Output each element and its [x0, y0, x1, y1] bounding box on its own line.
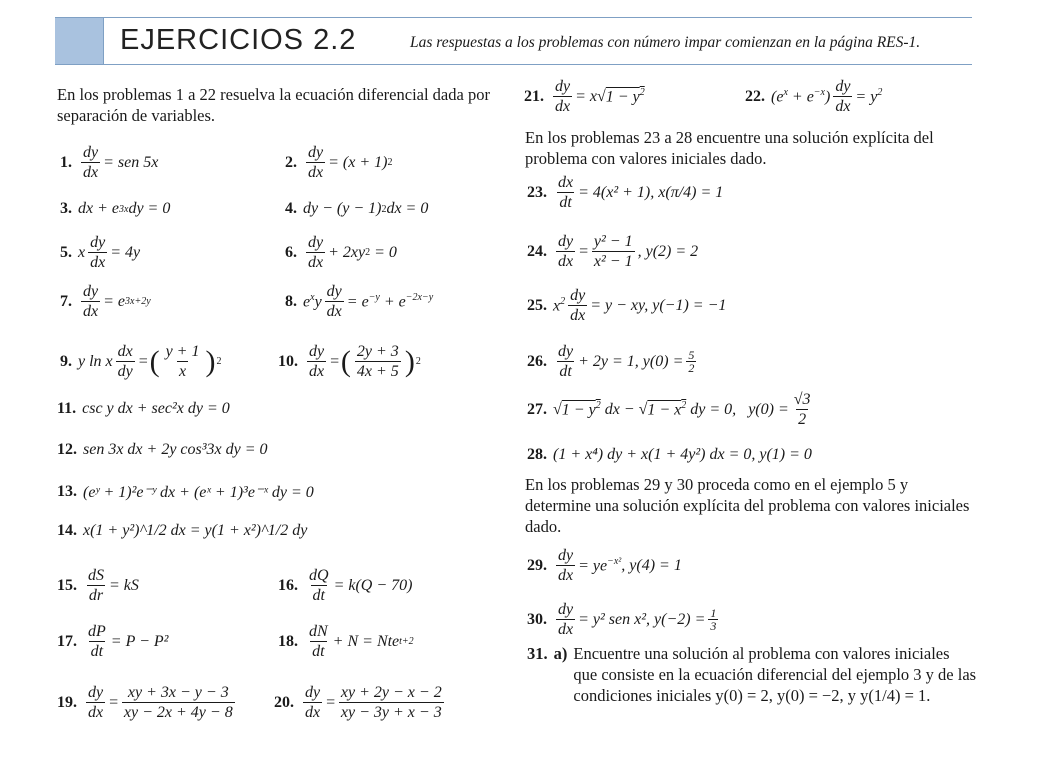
problem-19: 19. $\frac{dy}{dx}$ = $\frac{xy + 3x - y - 3}{xy - 2x + 4y - 8}$ — [57, 684, 233, 721]
derivative: $\frac{dy}{dx}$ — [558, 547, 574, 584]
problem-16 — [278, 566, 412, 605]
problem-26: 26. $\frac{dy}{dt}$ + 2y = 1, y(0) = $\frac{5}{2}$ — [527, 343, 695, 380]
derivative: $\frac{dy}{dx}$ — [88, 684, 104, 721]
problem-number: 9. — [60, 352, 72, 370]
problem-number: 27. — [527, 400, 547, 418]
problem-number: 18. — [278, 632, 298, 650]
intro-problems-1-22: En los problemas 1 a 22 resuelva la ecuación diferencial dada por separación de variables. — [57, 85, 490, 125]
problem-14 — [57, 522, 307, 540]
problem-number: 31. — [527, 644, 548, 663]
equation: dy − (y − 1) — [303, 200, 382, 217]
derivative: $\frac{dy}{dx}$ — [308, 234, 324, 271]
problem-number: 2. — [285, 153, 297, 171]
derivative: $\frac{dy}{dx}$ — [326, 283, 342, 320]
initial-condition: , y(2) = 2 — [637, 242, 699, 260]
problem-21: 21. $\frac{dy}{dx}$ = x √ $1 - y^2$ — [524, 78, 645, 115]
intro-problems-29-30: En los problemas 29 y 30 proceda como en el ejemplo 5 y determine una solución explícita del problema con valores iniciales dado. — [525, 475, 970, 536]
derivative: $\frac{dy}{dx}$ — [309, 343, 325, 380]
derivative: $\frac{dy}{dx}$ — [835, 78, 851, 115]
problem-number: 29. — [527, 556, 547, 574]
problem-31 — [527, 643, 977, 706]
equation: = (x + 1) — [328, 153, 388, 171]
equation: = sen 5x — [103, 153, 159, 171]
problem-4: 4. dy − (y − 1) 2 dx = 0 — [285, 200, 429, 217]
problem-24: 24. $\frac{dy}{dx}$ = $\frac{\text{y² − 1}}{\text{x² − 1}}$ , y(2) = 2 — [527, 233, 699, 270]
problem-2: 2. $\frac{dy}{dx}$ = (x + 1) 2 — [285, 144, 393, 181]
problem-30: 30. $\frac{dy}{dx}$ = y² sen x², y(−2) = $\frac{1}{3}$ — [527, 601, 717, 638]
derivative: $\frac{dP}{dt}$ — [88, 623, 106, 660]
problem-number: 20. — [274, 693, 294, 711]
problem-number: 28. — [527, 446, 547, 463]
problem-22: 22. $(e^x + e^{-x})$ $\frac{dy}{dx}$ = $y^2$ — [745, 78, 883, 115]
problem-15 — [57, 566, 139, 605]
problem-number: 11. — [57, 400, 77, 417]
problem-number: 25. — [527, 296, 547, 314]
equation: sen 3x dx + 2y cos³3x dy = 0 — [83, 441, 268, 458]
equation: = 4y — [110, 243, 141, 261]
rational-expression: $\frac{\text{y² − 1}}{\text{x² − 1}}$ — [593, 233, 633, 270]
problem-31-text: Encuentre una solución al problema con valores iniciales que consiste en la ecuación diferencial del ejemplo 3 y de las condiciones iniciales y(0) = 2, y(0) = −2, y y(1/4) = 1. — [573, 644, 977, 705]
derivative: $\frac{dS}{dr}$ — [88, 567, 104, 604]
derivative: $\frac{dy}{dx}$ — [305, 684, 321, 721]
equation: + N = Nte — [332, 632, 400, 650]
equation: (1 + x⁴) dy + x(1 + 4y²) dx = 0, y(1) = 0 — [553, 446, 812, 463]
equation: csc y dx + sec²x dy = 0 — [82, 400, 230, 417]
derivative: $\frac{dy}{dx}$ — [555, 78, 571, 115]
problem-9: 9. y ln x $\frac{dx}{dy}$ = ( $\frac{y + 1}{x}$ ) 2 — [60, 343, 222, 380]
problem-18: 18. $\frac{dN}{dt}$ + N = Nte t+2 — [278, 623, 414, 660]
equation: = k(Q − 70) — [333, 576, 413, 594]
initial-condition: , y(4) = 1 — [621, 556, 682, 574]
problem-number: 14. — [57, 522, 77, 539]
problem-number: 3. — [60, 200, 72, 217]
problem-20: 20. $\frac{dy}{dx}$ = $\frac{xy + 2y - x - 2}{xy - 3y + x - 3}$ — [274, 684, 442, 721]
problem-number: 26. — [527, 352, 547, 370]
intro-problems-23-28: En los problemas 23 a 28 encuentre una solución explícita del problema con valores iniciales dado. — [525, 128, 934, 168]
problem-12 — [57, 441, 268, 459]
problem-1 — [60, 143, 158, 182]
problem-13 — [57, 482, 314, 502]
problem-number: 16. — [278, 576, 298, 594]
problem-number: 10. — [278, 352, 298, 370]
header-top-rule — [55, 17, 972, 18]
problem-5: 5. x $\frac{dy}{dx}$ = 4y — [60, 234, 141, 271]
derivative: $\frac{dx}{dt}$ — [558, 174, 574, 211]
equation: = e — [103, 292, 126, 310]
problem-6: 6. $\frac{dy}{dx}$ + 2xy 2 = 0 — [285, 234, 397, 271]
derivative: $\frac{dy}{dx}$ — [308, 144, 324, 181]
problem-number: 23. — [527, 183, 547, 201]
problem-number: 22. — [745, 87, 765, 105]
derivative: $\frac{dy}{dx}$ — [90, 234, 106, 271]
problem-number: 12. — [57, 441, 77, 458]
equation: = y² sen x², y(−2) = — [578, 610, 706, 628]
problem-11 — [57, 400, 230, 418]
problem-number: 17. — [57, 632, 77, 650]
equation: = P − P² — [110, 632, 169, 650]
derivative: $\frac{dy}{dx}$ — [83, 283, 99, 320]
problem-number: 1. — [60, 153, 72, 171]
problem-number: 30. — [527, 610, 547, 628]
derivative: $\frac{dy}{dx}$ — [570, 287, 586, 324]
problem-7: 7. $\frac{dy}{dx}$ = e 3x+2y — [60, 283, 151, 320]
problem-23 — [527, 173, 723, 212]
equation: (eʸ + 1)²e⁻ʸ dx + (eˣ + 1)³e⁻ˣ dy = 0 — [83, 484, 314, 501]
equation: + 2y = 1, y(0) = — [578, 352, 684, 370]
problem-17 — [57, 622, 168, 661]
equation: = 4(x² + 1), x(π/4) = 1 — [578, 183, 724, 201]
equation: = x — [575, 87, 598, 105]
header-divider — [103, 18, 104, 64]
problem-number: 15. — [57, 576, 77, 594]
problem-3: 3. dx + e 3x dy = 0 — [60, 200, 171, 217]
equation: dx + e — [78, 200, 119, 217]
problem-28 — [527, 446, 812, 464]
problem-number: 5. — [60, 243, 72, 261]
derivative: $\frac{dQ}{dt}$ — [309, 567, 329, 604]
derivative: $\frac{dy}{dx}$ — [558, 233, 574, 270]
problem-number: 4. — [285, 200, 297, 217]
equation: = kS — [109, 576, 139, 594]
problem-27: 27. √ $1 - y^2$ dx − √ $1 - x^2$ dy = 0, y(0) = $\frac{√3}{2}$ — [527, 391, 811, 428]
problem-number: 7. — [60, 292, 72, 310]
problem-8: 8. $e^xy$ $\frac{dy}{dx}$ = $e^{-y} + e^{-2x-y}$ — [285, 283, 434, 320]
derivative: $\frac{dN}{dt}$ — [309, 623, 328, 660]
derivative: $\frac{dy}{dx}$ — [558, 601, 574, 638]
section-title: EJERCICIOS 2.2 — [120, 24, 357, 56]
derivative: $\frac{dy}{dt}$ — [558, 343, 574, 380]
rational-expression: $\frac{xy + 3x - y - 3}{xy - 2x + 4y - 8}$ — [123, 684, 233, 721]
equation: = y − xy, y(−1) = −1 — [590, 296, 727, 314]
equation: + 2xy — [328, 243, 366, 261]
problem-number: 24. — [527, 242, 547, 260]
problem-number: 8. — [285, 292, 297, 310]
header-color-block — [55, 18, 103, 64]
problem-25: 25. $x^2$ $\frac{dy}{dx}$ = y − xy, y(−1) = −1 — [527, 287, 727, 324]
initial-condition: y(0) = — [748, 400, 789, 418]
derivative: $\frac{dy}{dx}$ — [83, 144, 99, 181]
problem-number: 6. — [285, 243, 297, 261]
problem-29: 29. $\frac{dy}{dx}$ = $ye^{-x^2}$ , y(4) = 1 — [527, 547, 682, 584]
header-bottom-rule — [55, 64, 972, 65]
equation: x(1 + y²)^1/2 dx = y(1 + x²)^1/2 dy — [83, 522, 308, 539]
problem-number: 13. — [57, 483, 77, 500]
problem-10: 10. $\frac{dy}{dx}$ = ( $\frac{2y + 3}{4x + 5}$ ) 2 — [278, 343, 421, 380]
part-label: a) — [553, 644, 568, 663]
rational-expression: $\frac{xy + 2y - x - 2}{xy - 3y + x - 3}$ — [340, 684, 442, 721]
answers-note: Las respuestas a los problemas con número impar comienzan en la página RES-1. — [410, 34, 921, 51]
derivative: $\frac{dx}{dy}$ — [117, 343, 133, 380]
problem-number: 21. — [524, 87, 544, 105]
problem-number: 19. — [57, 693, 77, 711]
